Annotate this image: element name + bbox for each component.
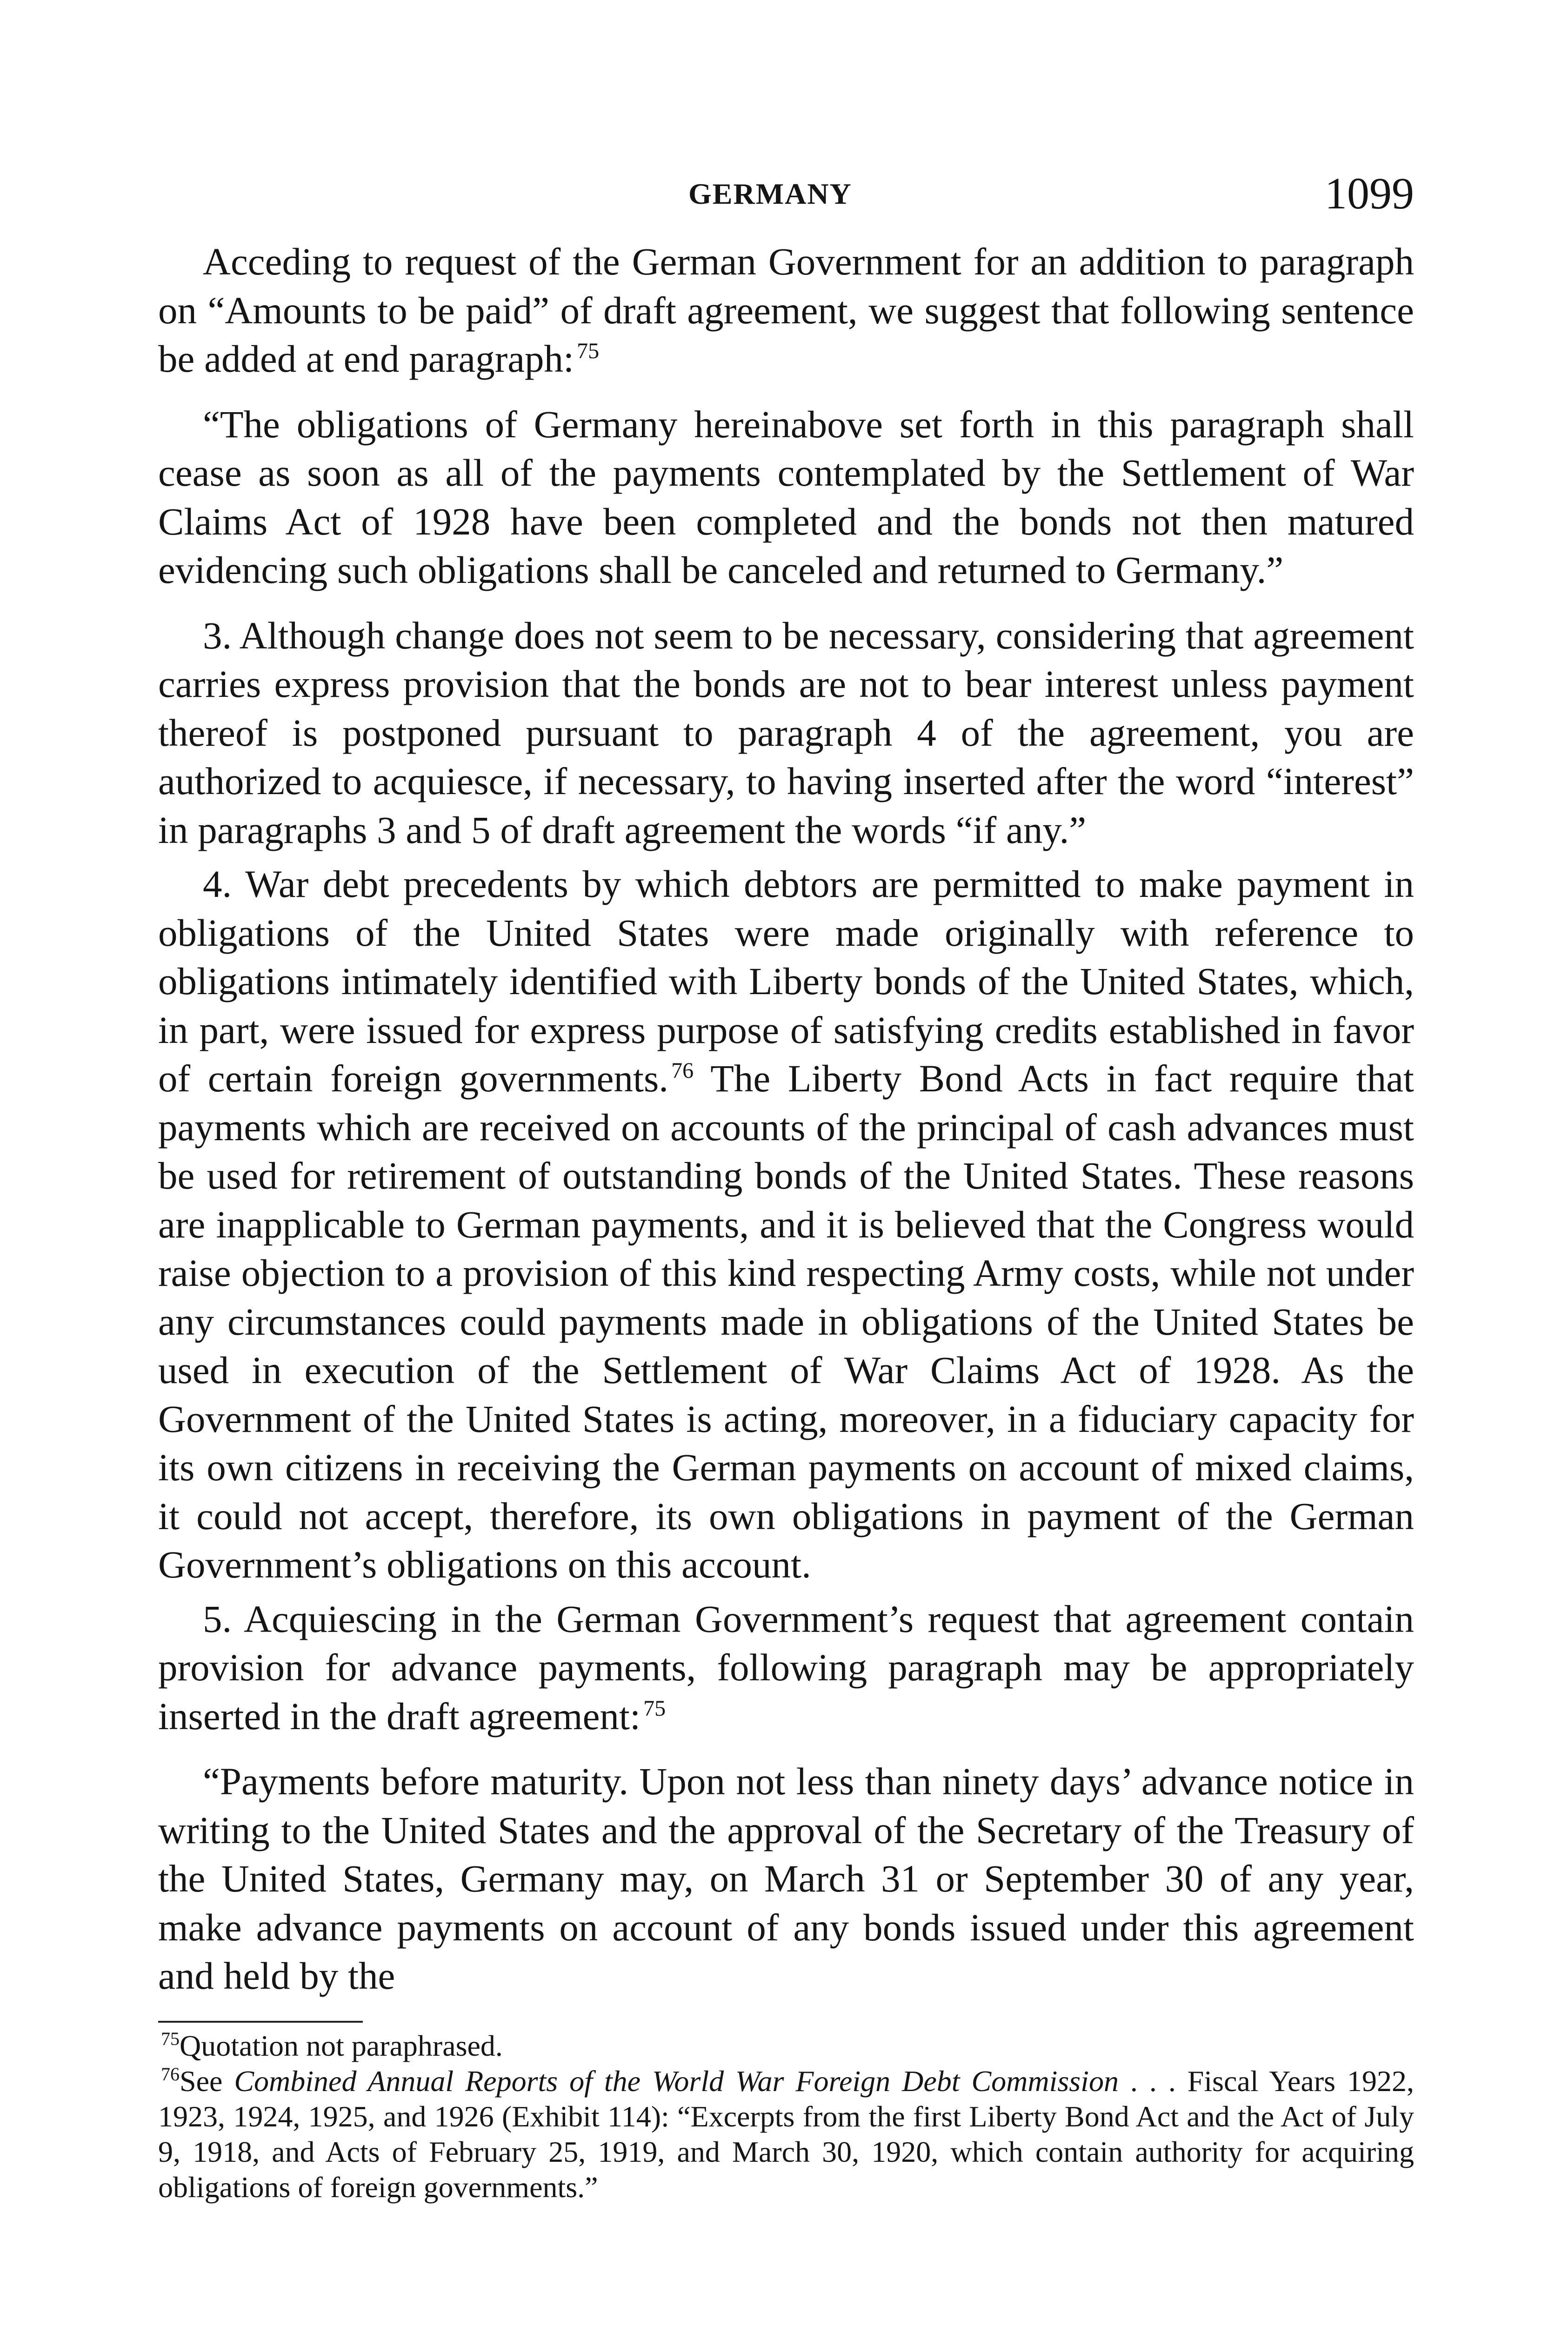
footnote-76-title: Combined Annual Reports of the World War Foreign Debt Commission <box>234 2064 1119 2098</box>
paragraph-3: 3. Although change does not seem to be necessary, considering that agreement carries express provision that the bonds are not to bear interest unless payment thereof is postponed pursuant to paragraph 4 of the agreement, you are authorized to acquiesce, if necessary, to having inserted after the word “interest” in paragraphs 3 and 5 of draft agreement the words “if any.” <box>158 614 1414 851</box>
footnote-ref-76: 76 <box>671 1058 694 1083</box>
quoted-payments-before-maturity: “Payments before maturity. Upon not less than ninety days’ advance notice in writing to the United States and the approval of the Secretary of the Treasury of the United States, Germany may, on March 31 or September 30 of any year, make advance payments on account of any bonds issued under this agreement and held by the <box>158 1760 1414 1997</box>
footnote-75 <box>158 2028 1414 2064</box>
paragraph-5 <box>158 1595 1414 1741</box>
paragraph-intro-text: Acceding to request of the German Government for an addition to paragraph on “Amounts to be paid” of draft agreement, we suggest that following sentence be added at end paragraph: <box>158 240 1414 380</box>
body-text <box>158 237 1414 2000</box>
footnote-75-mark: 75 <box>161 2028 180 2050</box>
paragraph-4-text-a: 4. War debt precedents by which debtors are permitted to make payment in obligations of the United States were made originally with reference to obligations intimately identified with Liberty bonds of the United States, which, in part, were issued for express purpose of satisfying credits established in favor of certain foreign governments. <box>158 862 1414 1100</box>
paragraph-4-text-b: The Liberty Bond Acts in fact require that payments which are received on accounts of the principal of cash advances must be used for retirement of outstanding bonds of the United States. These reasons are inapplicable to German payments, and it is believed that the Congress would raise objection to a provision of this kind respecting Army costs, while not under any circumstances could payments made in obligations of the United States be used in execution of the Settlement of War Claims Act of 1928. As the Government of the United States is acting, moreover, in a fiduciary capacity for its own citizens in receiving the German payments on account of mixed claims, it could not accept, therefore, its own obligations in payment of the German Government’s obligations on this account. <box>158 1057 1414 1586</box>
page-number: 1099 <box>1325 168 1414 218</box>
footnote-76-see: See <box>180 2064 234 2098</box>
footnote-76 <box>158 2064 1414 2205</box>
running-head: GERMANY <box>688 177 852 210</box>
footnote-ref-75-second: 75 <box>643 1696 666 1721</box>
footnote-75-text: Quotation not paraphrased. <box>180 2029 503 2062</box>
footnotes <box>158 2028 1414 2205</box>
page-header <box>158 167 1414 219</box>
footnote-divider <box>158 2021 363 2023</box>
quoted-sentence: “The obligations of Germany hereinabove set forth in this paragraph shall cease as soon as all of the payments contemplated by the Settlement of War Claims Act of 1928 have been completed and the bonds not then matured evidencing such obligations shall be canceled and returned to Germany.” <box>158 402 1414 591</box>
paragraph-4 <box>158 860 1414 1589</box>
document-page <box>158 167 1414 2205</box>
paragraph-5-text: 5. Acquiescing in the German Government’s request that agreement contain provision for advance payments, following paragraph may be appropriately inserted in the draft agreement: <box>158 1597 1414 1738</box>
footnote-ref-75: 75 <box>577 339 600 364</box>
footnote-76-mark: 76 <box>161 2064 180 2085</box>
paragraph-intro <box>158 237 1414 383</box>
footnote-76-text: . . . Fiscal Years 1922, 1923, 1924, 1925, and 1926 (Exhibit 114): “Excerpts from the first Liberty Bond Act and the Act of July 9, 1918, and Acts of February 25, 1919, and March 30, 1920, which contain authority for acquiring obligations of foreign governments.” <box>158 2064 1415 2204</box>
